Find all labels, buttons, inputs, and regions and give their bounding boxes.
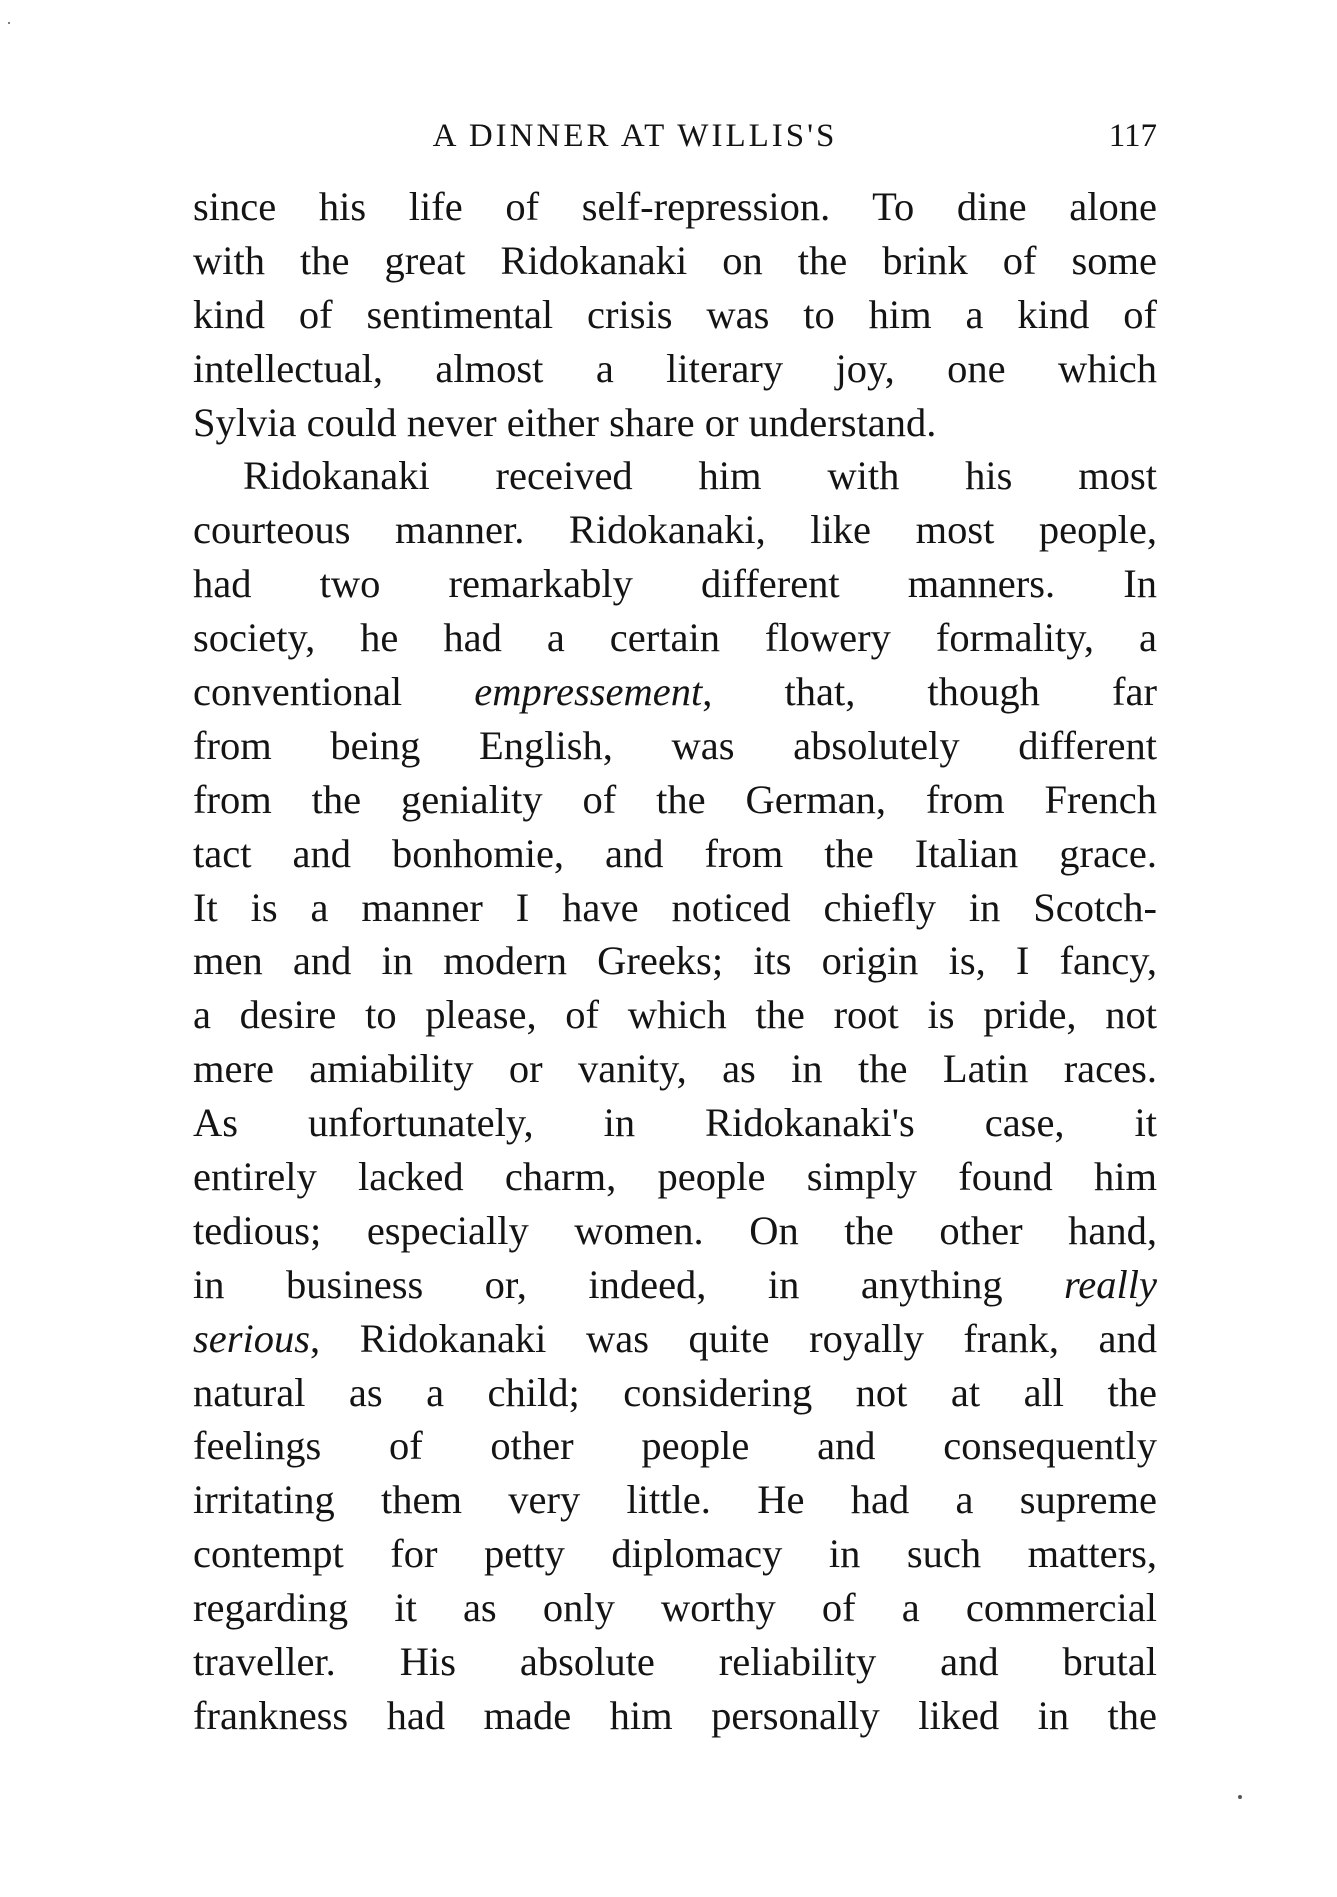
page-number: 117	[1108, 118, 1157, 154]
text-line: since his life of self-repression. To dine alone	[193, 184, 1157, 229]
text-line: entirely lacked charm, people simply found him	[193, 1154, 1157, 1200]
text-line: had two remarkably different manners. In	[193, 561, 1157, 607]
text-line: Sylvia could never either share or understand.	[193, 399, 937, 445]
text-line	[193, 1258, 1157, 1312]
scan-speck	[1238, 1795, 1242, 1799]
text-line: regarding it as only worthy of a commercial	[193, 1585, 1157, 1631]
text-line	[193, 1312, 1157, 1366]
text-run: , Ridokanaki was quite royally frank, and	[310, 1315, 1157, 1361]
italic-text: serious	[193, 1315, 311, 1361]
paragraph-first-line: Ridokanaki received him with his most	[243, 453, 1157, 499]
text-line	[193, 665, 1157, 719]
text-line: from the geniality of the German, from French	[193, 776, 1157, 822]
text-line: irritating them very little. He had a supreme	[193, 1477, 1157, 1523]
text-line: contempt for petty diplomacy in such matters,	[193, 1531, 1157, 1577]
text-line: tedious; especially women. On the other hand,	[193, 1207, 1157, 1253]
text-line: men and in modern Greeks; its origin is, I fancy,	[193, 938, 1157, 984]
page-header	[193, 112, 1157, 160]
text-line: from being English, was absolutely different	[193, 722, 1157, 768]
text-line: It is a manner I have noticed chiefly in Scotch-	[193, 884, 1157, 930]
text-line: traveller. His absolute reliability and brutal	[193, 1639, 1157, 1685]
text-line: tact and bonhomie, and from the Italian grace.	[193, 830, 1157, 876]
text-line: mere amiability or vanity, as in the Latin races.	[193, 1046, 1157, 1092]
text-line: kind of sentimental crisis was to him a kind of	[193, 291, 1157, 337]
body-text	[193, 180, 1157, 1743]
text-line: society, he had a certain flowery formality, a	[193, 615, 1157, 661]
text-run: , that, though far	[702, 669, 1157, 715]
italic-text: really	[1064, 1261, 1157, 1307]
text-line: feelings of other people and consequently	[193, 1423, 1157, 1469]
text-line: frankness had made him personally liked in the	[193, 1692, 1157, 1738]
text-run: in business or, indeed, in anything	[193, 1261, 1065, 1307]
text-line: with the great Ridokanaki on the brink of some	[193, 237, 1157, 283]
text-line: a desire to please, of which the root is pride, not	[193, 992, 1157, 1038]
text-line: As unfortunately, in Ridokanaki's case, it	[193, 1100, 1157, 1146]
text-line: intellectual, almost a literary joy, one which	[193, 345, 1157, 391]
running-title: A DINNER AT WILLIS'S	[432, 118, 838, 154]
scan-speck	[8, 22, 10, 24]
italic-text: empressement	[474, 669, 703, 715]
text-line: natural as a child; considering not at all the	[193, 1369, 1157, 1415]
text-run: conventional	[193, 669, 475, 715]
text-line: courteous manner. Ridokanaki, like most people,	[193, 507, 1157, 553]
